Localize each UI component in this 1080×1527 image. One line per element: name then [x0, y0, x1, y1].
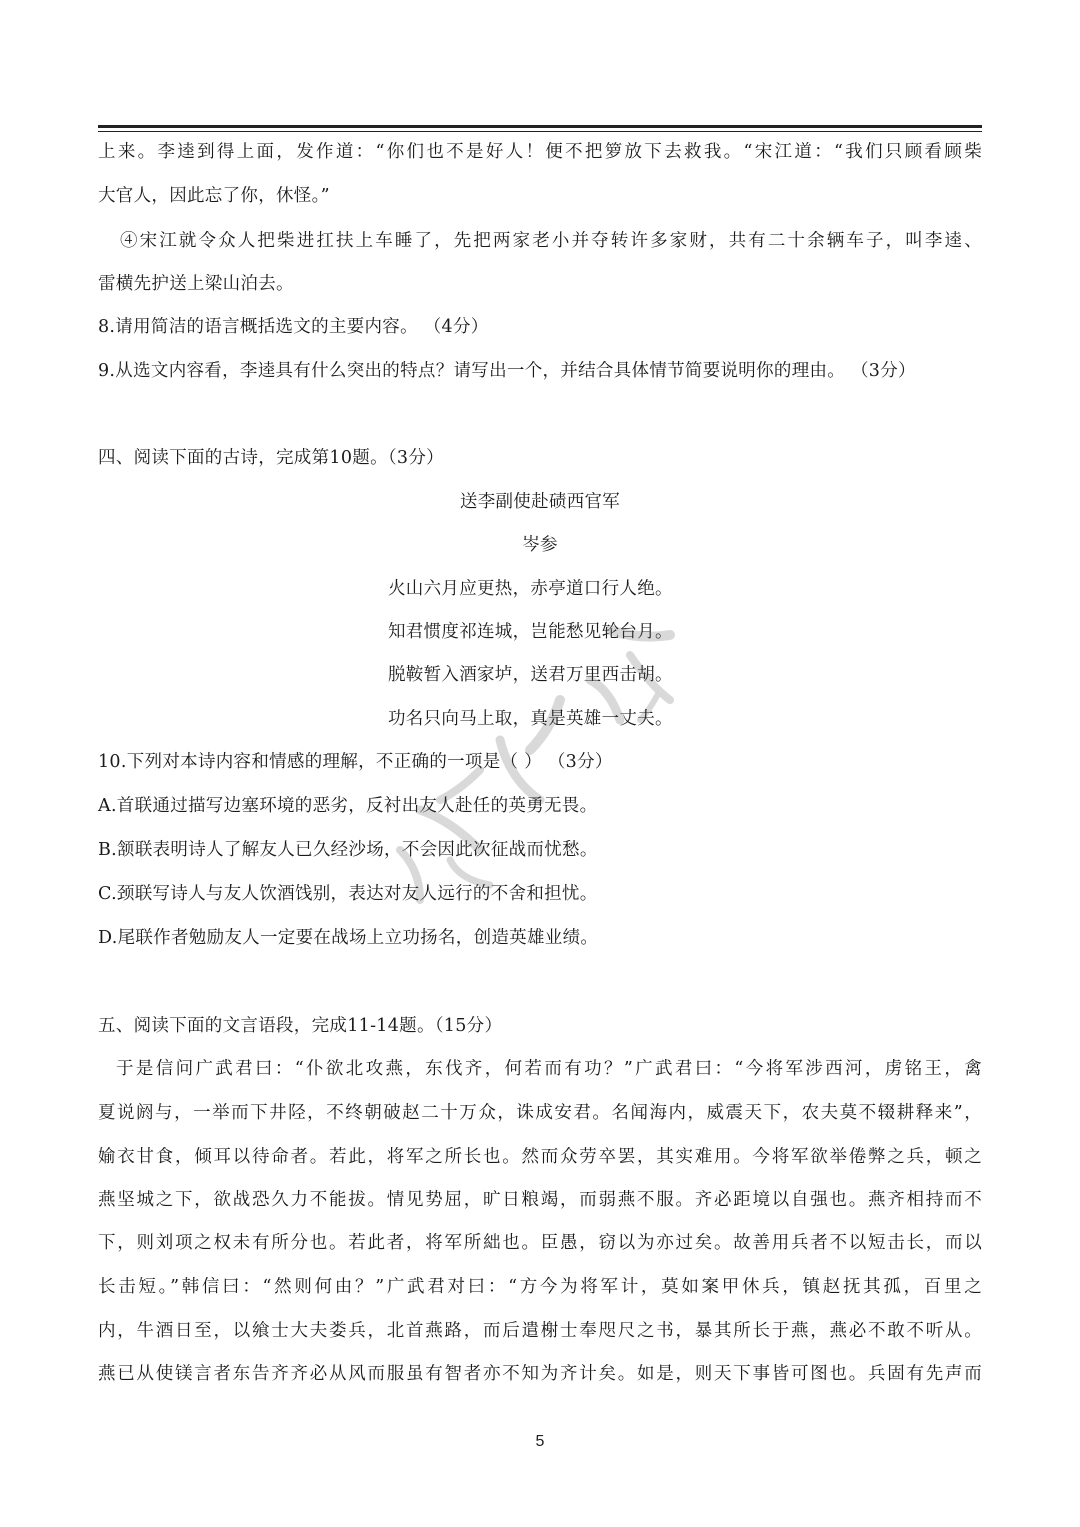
option-c: C.颈联写诗人与友人饮酒饯别，表达对友人远行的不舍和担忧。	[98, 884, 598, 904]
classical-text-line: 夏说阏与，一举而下井陉，不终朝破赵二十万众，诛成安君。名闻海内，威震天下，农夫莫不辍耕释来”，	[98, 1103, 982, 1123]
page-number: 5	[535, 1433, 545, 1450]
option-d: D.尾联作者勉励友人一定要在战场上立功扬名，创造英雄业绩。	[98, 928, 599, 948]
classical-text-line: 内，牛酒日至，以飨士大夫娄兵，北首燕路，而后遣榭士奉咫尺之书，暴其所长于燕，燕必不敢不听从。	[98, 1321, 982, 1341]
section-5-heading: 五、阅读下面的文言语段，完成11-14题。（15分）	[98, 1016, 503, 1036]
passage-paragraph-4: ④宋江就令众人把柴进扛扶上车睡了，先把两家老小并夺转许多家财，共有二十余辆车子，叫李逵、	[120, 231, 982, 251]
poem-title: 送李副使赴碛西官军	[459, 492, 621, 512]
header-rule-thin	[98, 131, 982, 132]
poem-author: 岑参	[522, 535, 558, 555]
poem-line: 火山六月应更热，赤亭道口行人绝。	[388, 579, 673, 599]
passage-line: 大官人，因此忘了你，休怪。”	[98, 186, 330, 206]
classical-text-line: 下，则刘项之权未有所分也。若此者，将军所絀也。臣愚，窃以为亦过矣。故善用兵者不以短击长，而以	[98, 1233, 982, 1253]
question-9: 9.从选文内容看，李逵具有什么突出的特点？请写出一个，并结合具体情节简要说明你的理由。 （3分）	[98, 361, 916, 381]
section-4-heading: 四、阅读下面的古诗，完成第10题。（3分）	[98, 448, 444, 468]
question-10: 10.下列对本诗内容和情感的理解，不正确的一项是（ ） （3分）	[98, 752, 613, 772]
classical-text-line: 于是信问广武君曰：“仆欲北攻燕，东伐齐，何若而有功？”广武君曰：“今将军涉西河，虏铭王，禽	[116, 1059, 982, 1079]
passage-line: 上来。李逵到得上面，发作道：“你们也不是好人！便不把箩放下去救我。“宋江道：“我们只顾看顾柴	[98, 142, 982, 162]
classical-text-line: 燕坚城之下，欲战恐久力不能拔。情见势屈，旷日粮竭，而弱燕不服。齐必距境以自强也。燕齐相持而不	[98, 1190, 982, 1210]
poem-line: 知君惯度祁连城，岂能愁见轮台月。	[388, 622, 673, 642]
classical-text-line: 长击短。”韩信曰：“然则何由？”广武君对曰：“方今为将军计，莫如案甲休兵，镇赵抚其孤，百里之	[98, 1277, 982, 1297]
passage-line: 雷横先护送上梁山泊去。	[98, 274, 294, 294]
option-b: B.颔联表明诗人了解友人已久经沙场，不会因此次征战而忧愁。	[98, 840, 598, 860]
question-8: 8.请用简洁的语言概括选文的主要内容。 （4分）	[98, 317, 489, 337]
header-rule-thick	[98, 125, 982, 128]
poem-line: 脱鞍暂入酒家垆，送君万里西击胡。	[388, 665, 673, 685]
poem-line: 功名只向马上取，真是英雄一丈夫。	[388, 709, 673, 729]
classical-text-line: 媮衣甘食，倾耳以待命者。若此，将军之所长也。然而众劳卒罢，其实难用。今将军欲举倦弊之兵，顿之	[98, 1147, 982, 1167]
classical-text-line: 燕已从使镁言者东告齐齐必从风而服虽有智者亦不知为齐计矣。如是，则天下事皆可图也。兵固有先声而	[98, 1364, 982, 1384]
option-a: A.首联通过描写边塞环境的恶劣，反衬出友人赴任的英勇无畏。	[98, 796, 598, 816]
